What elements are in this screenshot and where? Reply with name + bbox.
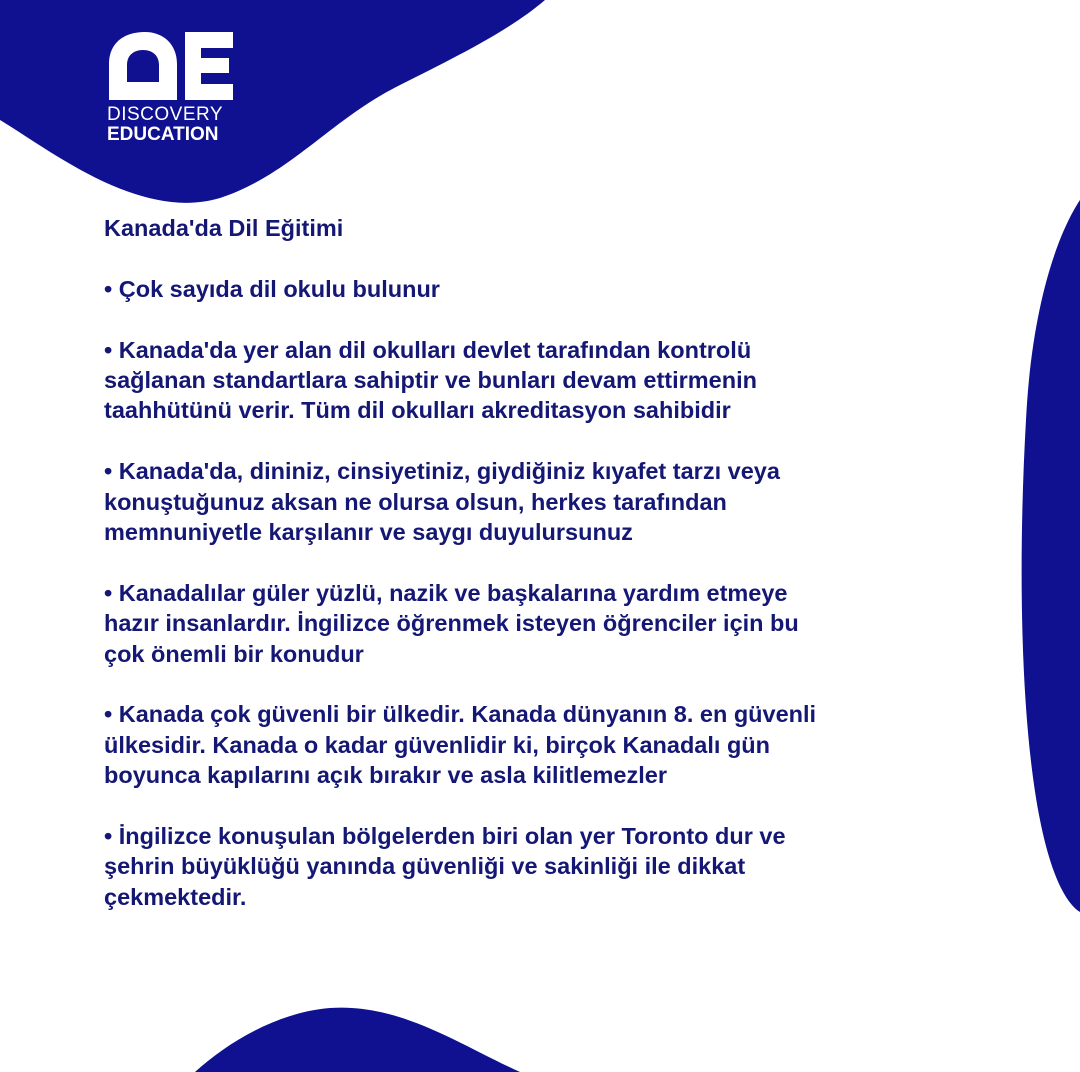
- de-logo-mark: [107, 30, 235, 100]
- bullet-item: • İngilizce konuşulan bölgelerden biri olan yer Toronto dur ve şehrin büyüklüğü yanında güvenliği ve sakinliği ile dikkat çekmektedir.: [104, 823, 786, 910]
- bullet-item: • Kanada'da, dininiz, cinsiyetiniz, giydiğiniz kıyafet tarzı veya konuştuğunuz aksan ne olursa olsun, herkes tarafından memnuniyetle karşılanır ve saygı duyulursunuz: [104, 458, 780, 546]
- page-title: Kanada'da Dil Eğitimi: [104, 215, 344, 241]
- right-side-blob: [1022, 200, 1080, 912]
- bullet-item: • Çok sayıda dil okulu bulunur: [104, 275, 440, 302]
- bullet-item: • Kanadalılar güler yüzlü, nazik ve başkalarına yardım etmeye hazır insanlardır. İngilizce öğrenmek isteyen öğrenciler için bu çok önemli bir konudur: [104, 579, 799, 667]
- logo-line-education: EDUCATION: [107, 124, 219, 145]
- bottom-blob: [195, 1008, 520, 1072]
- main-content: [104, 213, 824, 943]
- bullet-item: • Kanada çok güvenli bir ülkedir. Kanada dünyanın 8. en güvenli ülkesidir. Kanada o kadar güvenlidir ki, birçok Kanadalı gün boyunca kapılarını açık bırakır ve asla kilitlemezler: [104, 701, 817, 789]
- bullet-item: • Kanada'da yer alan dil okulları devlet tarafından kontrolü sağlanan standartlara sahiptir ve bunları devam ettirmenin taahhütünü verir. Tüm dil okulları akreditasyon sahibidir: [104, 336, 757, 424]
- discovery-education-logo: [107, 30, 237, 145]
- top-left-blob: [0, 0, 545, 203]
- logo-line-discovery: DISCOVERY: [107, 104, 224, 125]
